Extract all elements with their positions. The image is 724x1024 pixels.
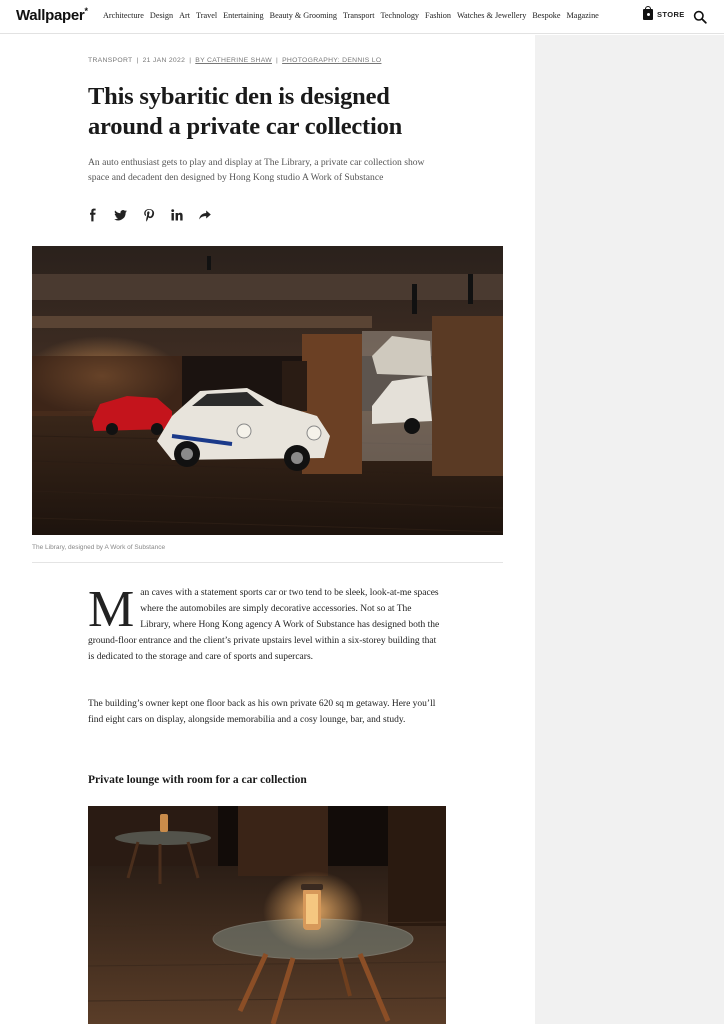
share-bar	[86, 208, 212, 222]
article-paragraph-1	[88, 581, 443, 665]
pinterest-icon[interactable]	[142, 208, 156, 222]
nav-magazine[interactable]: Magazine	[566, 11, 599, 20]
article-standfirst: An auto enthusiast gets to play and display at The Library, a private car collection show space and decadent den designed by Hong Kong studio A Work of Substance	[88, 157, 425, 183]
facebook-icon[interactable]	[86, 208, 100, 222]
sidebar-column	[535, 35, 724, 1024]
linkedin-icon[interactable]	[170, 208, 184, 222]
article-subheading: Private lounge with room for a car collection	[88, 774, 307, 786]
store-label: STORE	[657, 10, 685, 19]
nav-design[interactable]: Design	[149, 11, 174, 20]
store-link[interactable]	[643, 9, 685, 20]
hero-image-car-garage	[32, 246, 503, 535]
nav-watches-jewellery[interactable]: Watches & Jewellery	[456, 11, 527, 20]
article-category[interactable]: TRANSPORT	[88, 57, 133, 64]
nav-architecture[interactable]: Architecture	[103, 11, 144, 20]
twitter-icon[interactable]	[114, 208, 128, 222]
lounge-image	[88, 806, 446, 1024]
caption-divider	[32, 562, 503, 563]
paragraph-1-text: an caves with a statement sports car or two tend to be sleek, look-at-me spaces where the automobiles are simply decorative accessories. Not so at The Library, where Hong Kong agency A Work of Substance has designed both the ground-floor entrance and the client’s private upstairs level within a six-storey building that is dedicated to the storage and care of sports and supercars.	[88, 588, 440, 662]
nav-fashion[interactable]: Fashion	[425, 11, 451, 20]
nav-art[interactable]: Art	[179, 11, 191, 20]
shopping-bag-icon	[643, 9, 653, 20]
nav-bespoke[interactable]: Bespoke	[532, 11, 561, 20]
hero-caption: The Library, designed by A Work of Substance	[32, 544, 166, 551]
nav-travel[interactable]: Travel	[196, 11, 218, 20]
nav-transport[interactable]: Transport	[342, 11, 375, 20]
main-nav	[103, 11, 599, 20]
article-title: This sybaritic den is designed around a private car collection	[88, 83, 403, 140]
drop-cap: M	[88, 581, 135, 638]
site-header	[0, 0, 724, 34]
article-author[interactable]: BY CATHERINE SHAW	[195, 57, 272, 64]
share-arrow-icon[interactable]	[198, 208, 212, 222]
article-photography[interactable]: PHOTOGRAPHY: DENNIS LO	[282, 57, 382, 64]
article-paragraph-2: The building’s owner kept one floor back as his own private 620 sq m getaway. Here you’ll find eight cars on display, alongside memorabilia and a cosy lounge, bar, and study.	[88, 699, 436, 725]
article-meta: TRANSPORT | 21 JAN 2022 | BY CATHERINE SHAW | PHOTOGRAPHY: DENNIS LO	[88, 57, 382, 64]
nav-entertaining[interactable]: Entertaining	[223, 11, 264, 20]
nav-technology[interactable]: Technology	[380, 11, 420, 20]
article-date: 21 JAN 2022	[142, 57, 186, 64]
wallpaper-logo[interactable]: Wallpaper*	[16, 6, 88, 24]
search-icon[interactable]	[693, 10, 707, 24]
nav-beauty-grooming[interactable]: Beauty & Grooming	[269, 11, 337, 20]
